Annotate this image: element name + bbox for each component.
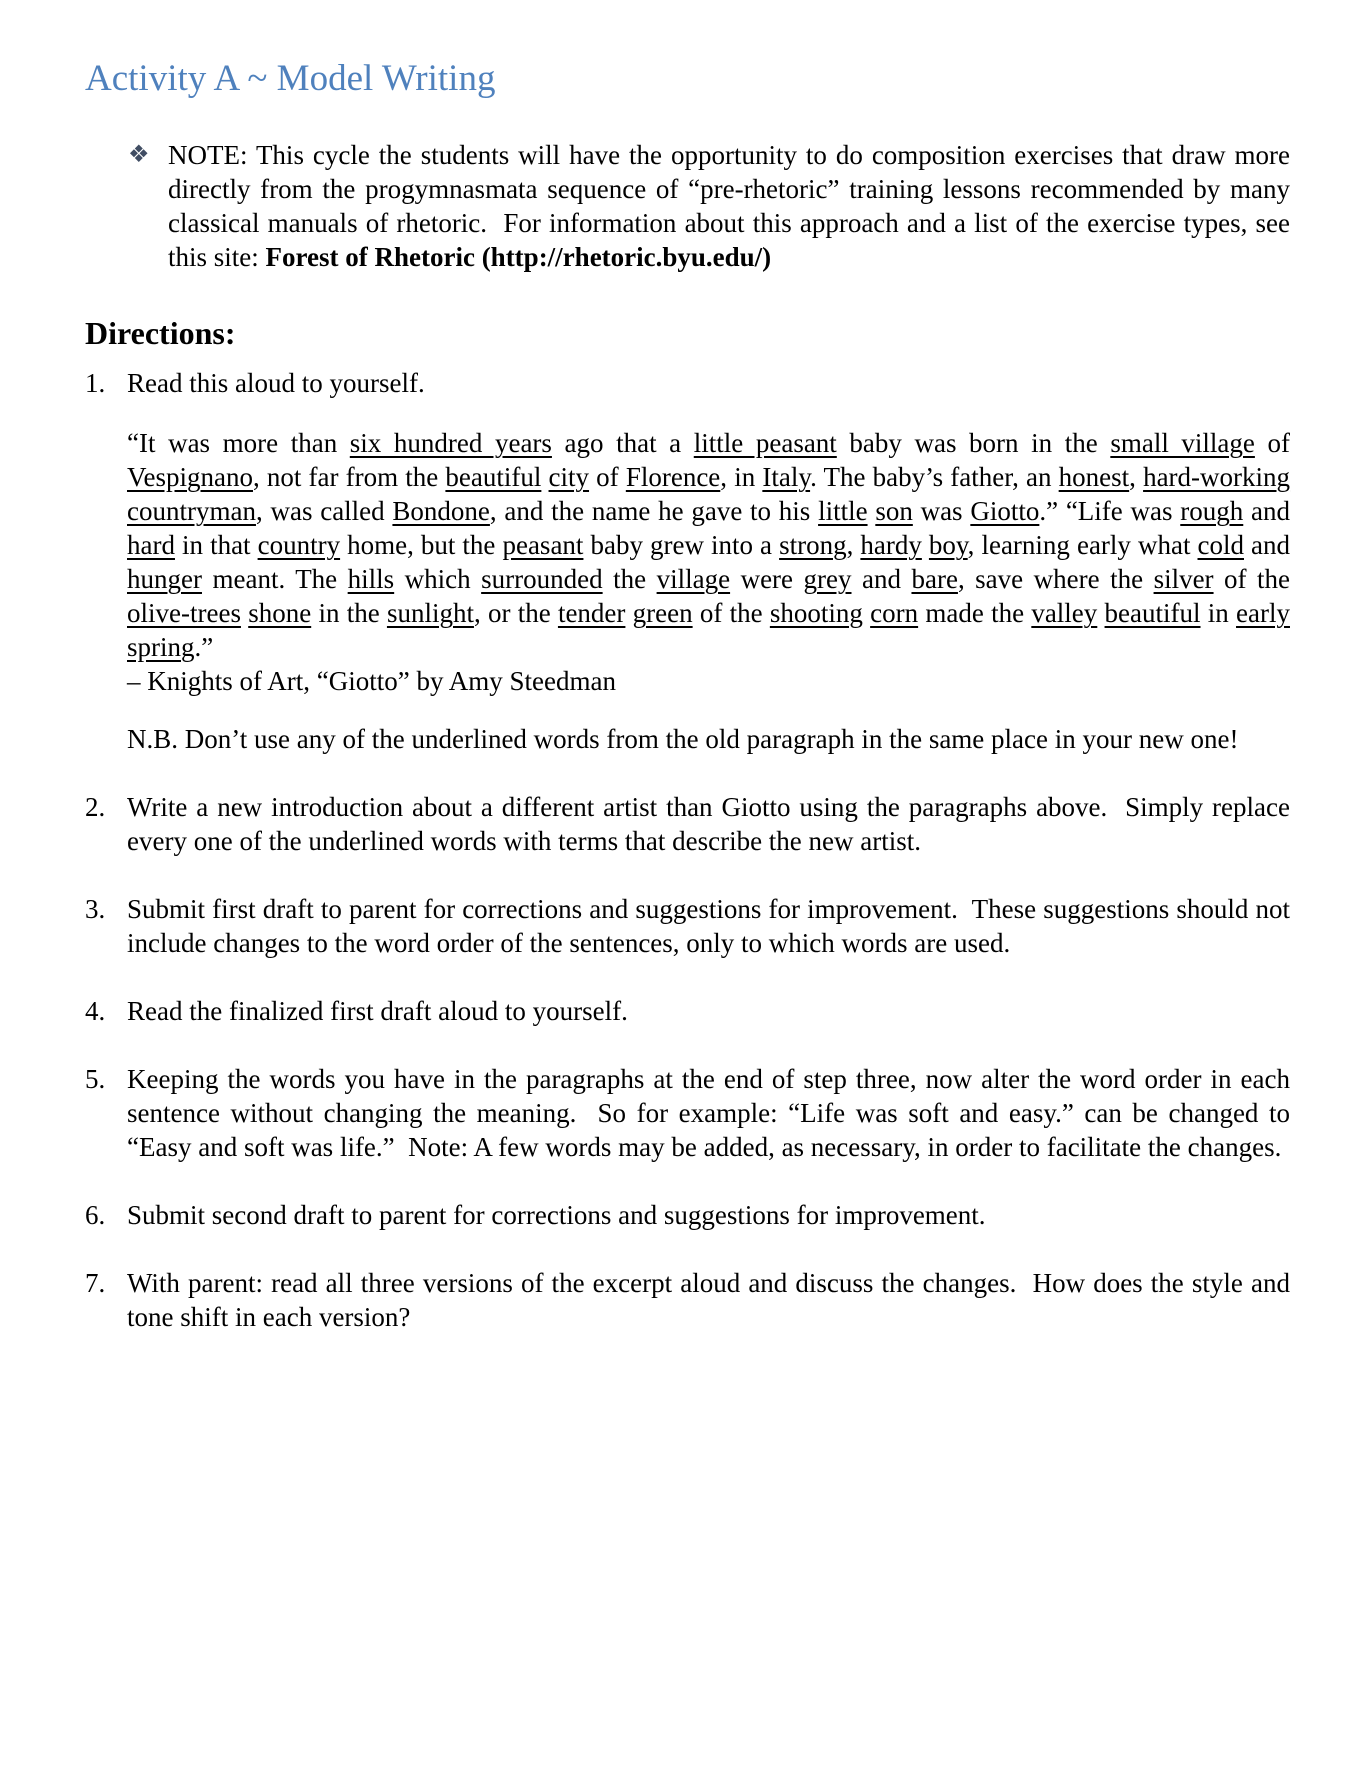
quote-text: and — [1244, 530, 1297, 560]
step-number: 6. — [85, 1200, 106, 1230]
step-number: 4. — [85, 996, 106, 1026]
quote-text: were — [730, 564, 804, 594]
note-text — [168, 138, 1297, 274]
quote-text: ago that a — [551, 428, 694, 458]
quote-text: baby grew into a — [583, 530, 780, 560]
underlined-word: olive-trees — [127, 598, 241, 628]
quote-text: made the — [918, 598, 1032, 628]
step-7-text: With parent: read all three versions of the excerpt aloud and discuss the changes. How does the style and tone shift in each version? — [127, 1268, 1297, 1332]
underlined-word: Florence — [625, 462, 721, 492]
underlined-word: Giotto — [970, 496, 1040, 526]
underlined-word: small village — [1110, 428, 1255, 458]
quote-text — [1290, 462, 1297, 492]
step-number: 1. — [85, 368, 106, 398]
quote-text: of — [1254, 428, 1297, 458]
quote-text: and — [851, 564, 912, 594]
quote-text — [1290, 598, 1297, 628]
underlined-word: Bondone — [392, 496, 490, 526]
underlined-word: green — [632, 598, 693, 628]
quote-paragraph — [127, 426, 1297, 664]
underlined-word: little — [818, 496, 868, 526]
quote-text: , learning early what — [967, 530, 1198, 560]
step-2 — [85, 790, 1297, 858]
underlined-word: grey — [803, 564, 852, 594]
step-3 — [85, 892, 1297, 960]
diamond-bullet-icon: ❖ — [128, 142, 150, 168]
step-6-text: Submit second draft to parent for corrections and suggestions for improvement. — [127, 1200, 986, 1230]
underlined-word: spring — [127, 632, 195, 662]
underlined-word: rough — [1180, 496, 1244, 526]
quote-text: in — [1200, 598, 1237, 628]
underlined-word: surrounded — [481, 564, 603, 594]
nb-note: N.B. Don’t use any of the underlined words from the old paragraph in the same place in your new one! — [127, 724, 1239, 754]
step-1-text: Read this aloud to yourself. — [127, 368, 425, 398]
step-5-text: Keeping the words you have in the paragraphs at the end of step three, now alter the word order in each sentence without changing the meaning. So for example: “Life was soft and easy.” can be changed to “Easy and soft was life.” Note: A few words may be added, as necessary, in order to facilitate the changes. — [127, 1064, 1297, 1162]
underlined-word: hard-working — [1143, 462, 1291, 492]
quote-text: , not far from the — [252, 462, 446, 492]
quote-text: , in — [720, 462, 763, 492]
quote-text: . The baby’s father, an — [810, 462, 1059, 492]
step-number: 3. — [85, 894, 106, 924]
quote-text: of — [589, 462, 626, 492]
quote-text: of the — [692, 598, 770, 628]
underlined-word: valley — [1031, 598, 1098, 628]
note-site-url: (http://rhetoric.byu.edu/) — [481, 242, 772, 272]
underlined-word: little peasant — [693, 428, 837, 458]
underlined-word: six hundred years — [349, 428, 552, 458]
quote-text: , or the — [473, 598, 558, 628]
step-number: 2. — [85, 792, 106, 822]
step-number: 5. — [85, 1064, 106, 1094]
quote-text: , — [1129, 462, 1144, 492]
underlined-word: hills — [347, 564, 395, 594]
quote-text: .” — [194, 632, 214, 662]
quote-text: meant. The — [201, 564, 348, 594]
quote-text: , was called — [255, 496, 393, 526]
note-paragraph — [128, 138, 1297, 274]
quote-text: .” “Life was — [1039, 496, 1181, 526]
quote-text: the — [602, 564, 657, 594]
underlined-word: strong — [779, 530, 847, 560]
step-1 — [85, 366, 1297, 756]
underlined-word: sunlight — [386, 598, 474, 628]
step-4 — [85, 994, 1290, 1028]
underlined-word: cold — [1197, 530, 1244, 560]
quote-text: was — [912, 496, 971, 526]
underlined-word: Vespignano — [127, 462, 253, 492]
underlined-word: shone — [248, 598, 312, 628]
underlined-word: beautiful — [445, 462, 542, 492]
underlined-word: corn — [870, 598, 919, 628]
quote-text — [625, 598, 632, 628]
underlined-word: boy — [928, 530, 968, 560]
underlined-word: honest — [1058, 462, 1130, 492]
underlined-word: Italy — [762, 462, 811, 492]
underlined-word: city — [548, 462, 590, 492]
note-body-text: NOTE: This cycle the students will have the opportunity to do composition exercises that draw more directly from the progymnasmata sequence of “pre-rhetoric” training lessons recommended by many classical manuals of rhetoric. For information about this approach and a list of the exercise types, see this site: — [168, 140, 1297, 272]
underlined-word: beautiful — [1104, 598, 1201, 628]
step-4-text: Read the finalized first draft aloud to yourself. — [127, 996, 628, 1026]
quote-text: in that — [174, 530, 258, 560]
underlined-word: countryman — [127, 496, 256, 526]
step-2-text: Write a new introduction about a different artist than Giotto using the paragraphs above. Simply replace every one of the underlined words with terms that describe the new artist. — [127, 792, 1297, 856]
quote-text: “It was more than — [127, 428, 350, 458]
underlined-word: village — [656, 564, 731, 594]
step-3-text: Submit first draft to parent for corrections and suggestions for improvement. These suggestions should not include changes to the word order of the sentences, only to which words are used. — [127, 894, 1297, 958]
quote-text — [1097, 598, 1104, 628]
quote-text — [922, 530, 929, 560]
underlined-word: early — [1236, 598, 1290, 628]
quote-text: of the — [1213, 564, 1297, 594]
quote-text: which — [394, 564, 482, 594]
step-6 — [85, 1198, 1290, 1232]
underlined-word: son — [875, 496, 913, 526]
step-5 — [85, 1062, 1297, 1164]
underlined-word: shooting — [769, 598, 863, 628]
underlined-word: hunger — [127, 564, 202, 594]
quote-text: , — [846, 530, 861, 560]
page-title: Activity A ~ Model Writing — [85, 58, 496, 99]
quote-text: in the — [311, 598, 387, 628]
quote-text: and — [1243, 496, 1297, 526]
step-1-body — [127, 366, 1297, 756]
directions-steps-list — [85, 366, 1297, 1334]
underlined-word: peasant — [502, 530, 584, 560]
quote-text: , save where the — [957, 564, 1154, 594]
quote-text: baby was born in the — [836, 428, 1111, 458]
step-number: 7. — [85, 1268, 106, 1298]
underlined-word: country — [257, 530, 341, 560]
quote-text: home, but the — [340, 530, 503, 560]
underlined-word: hardy — [860, 530, 922, 560]
underlined-word: bare — [911, 564, 958, 594]
quote-attribution: – Knights of Art, “Giotto” by Amy Steedman — [127, 666, 616, 696]
quote-text: , and the name he gave to his — [489, 496, 819, 526]
underlined-word: hard — [127, 530, 175, 560]
directions-heading: Directions: — [85, 315, 236, 351]
quote-text — [541, 462, 548, 492]
underlined-word: silver — [1153, 564, 1214, 594]
note-site-name: Forest of Rhetoric — [265, 242, 482, 272]
step-7 — [85, 1266, 1297, 1334]
underlined-word: tender — [557, 598, 626, 628]
